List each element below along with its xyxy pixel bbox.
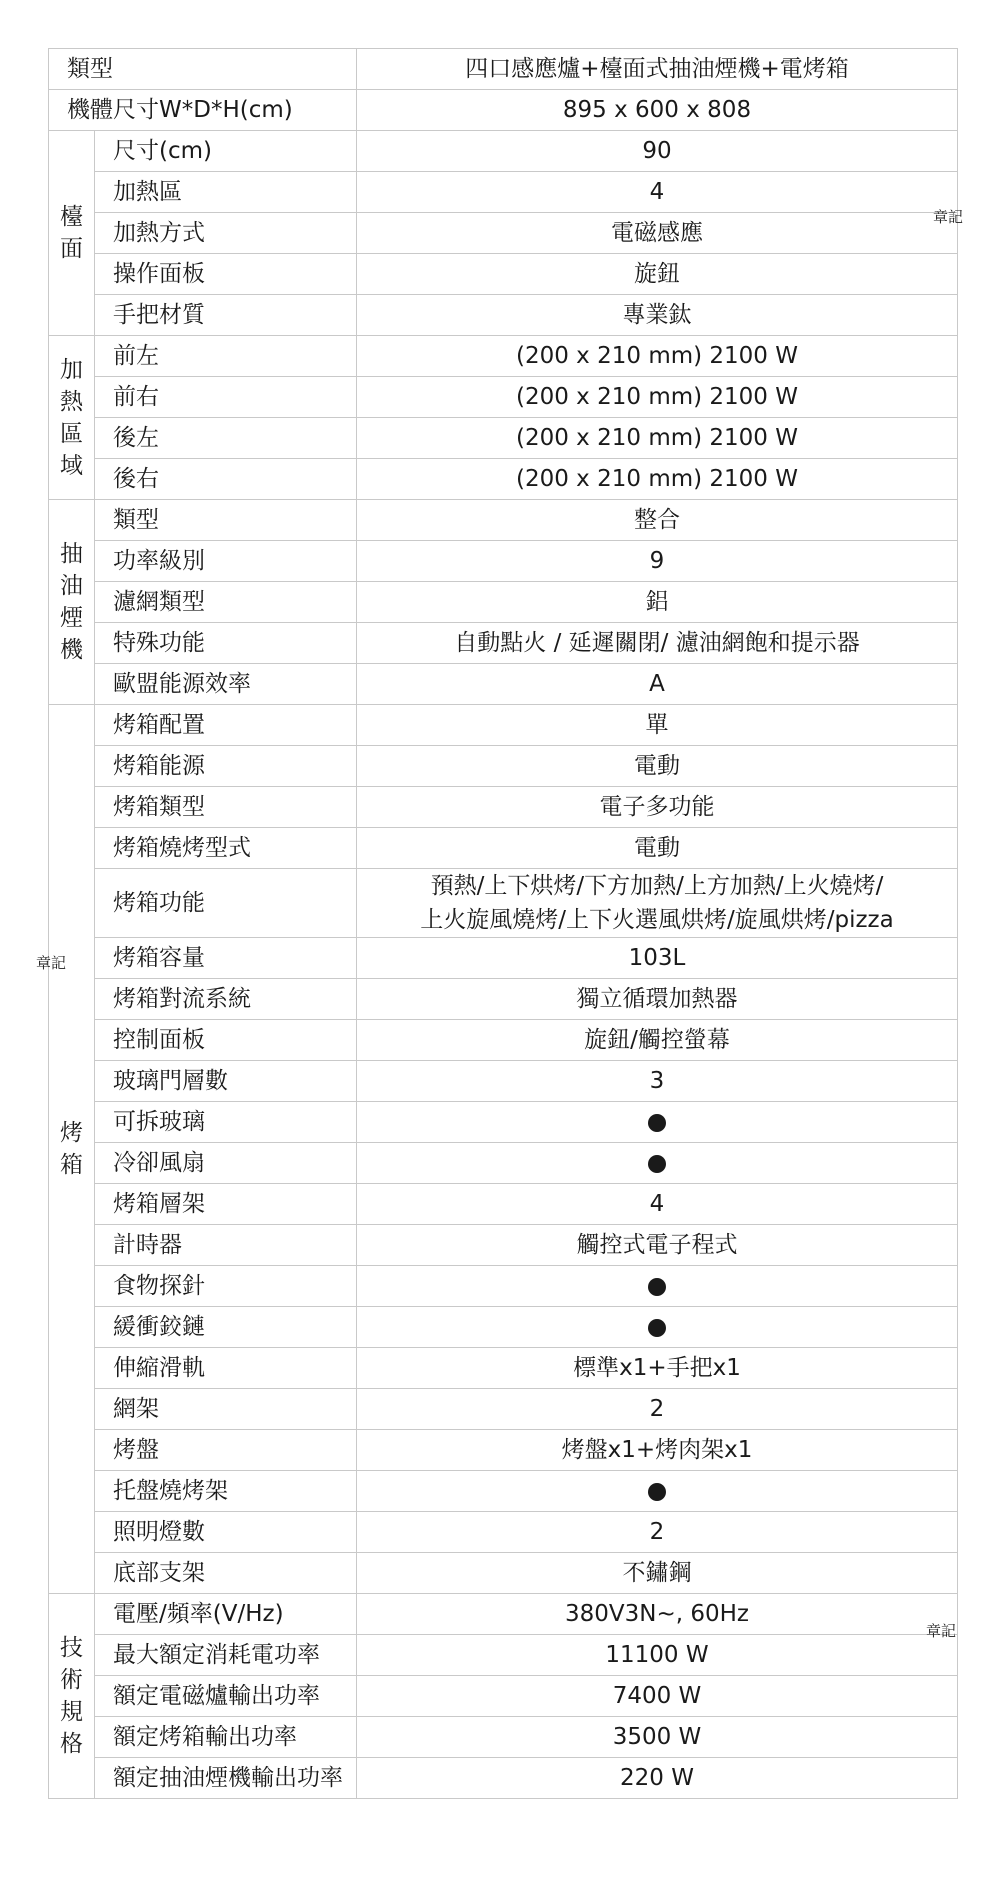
table-row bbox=[49, 418, 958, 459]
row-value: (200 x 210 mm) 2100 W bbox=[357, 418, 958, 459]
table-row bbox=[49, 1061, 958, 1102]
row-value: 觸控式電子程式 bbox=[357, 1225, 958, 1266]
table-row bbox=[49, 1184, 958, 1225]
row-value: 旋鈕/觸控螢幕 bbox=[357, 1020, 958, 1061]
table-row bbox=[49, 623, 958, 664]
table-row bbox=[49, 254, 958, 295]
row-label: 功率級別 bbox=[95, 541, 357, 582]
row-label: 最大額定消耗電功率 bbox=[95, 1635, 357, 1676]
table-row bbox=[49, 1225, 958, 1266]
filled-dot-icon bbox=[648, 1114, 666, 1132]
table-row bbox=[49, 1717, 958, 1758]
row-label: 加熱區 bbox=[95, 172, 357, 213]
table-row bbox=[49, 1307, 958, 1348]
row-label: 食物探針 bbox=[95, 1266, 357, 1307]
filled-dot-icon bbox=[648, 1278, 666, 1296]
table-row bbox=[49, 541, 958, 582]
filled-dot-icon bbox=[648, 1319, 666, 1337]
row-value: (200 x 210 mm) 2100 W bbox=[357, 336, 958, 377]
table-row bbox=[49, 1471, 958, 1512]
table-row bbox=[49, 582, 958, 623]
row-value: 2 bbox=[357, 1389, 958, 1430]
row-value bbox=[357, 1266, 958, 1307]
row-value: 四口感應爐+檯面式抽油煙機+電烤箱 bbox=[357, 49, 958, 90]
row-label: 網架 bbox=[95, 1389, 357, 1430]
row-label: 計時器 bbox=[95, 1225, 357, 1266]
spec-table bbox=[48, 48, 958, 1799]
row-value: 整合 bbox=[357, 500, 958, 541]
row-label: 類型 bbox=[95, 500, 357, 541]
row-value: 旋鈕 bbox=[357, 254, 958, 295]
table-row bbox=[49, 1594, 958, 1635]
group-label: 技術規格 bbox=[60, 1635, 83, 1757]
row-label: 控制面板 bbox=[95, 1020, 357, 1061]
table-row bbox=[49, 1430, 958, 1471]
table-row bbox=[49, 869, 958, 938]
group-label: 檯面 bbox=[60, 204, 83, 262]
group-label-cell bbox=[49, 500, 95, 705]
row-label: 電壓/頻率(V/Hz) bbox=[95, 1594, 357, 1635]
row-value: 烤盤x1+烤肉架x1 bbox=[357, 1430, 958, 1471]
row-value: 90 bbox=[357, 131, 958, 172]
row-value-line: 上火旋風燒烤/上下火選風烘烤/旋風烘烤/pizza bbox=[420, 907, 894, 933]
row-value: 3 bbox=[357, 1061, 958, 1102]
table-row bbox=[49, 1758, 958, 1799]
table-row bbox=[49, 979, 958, 1020]
row-value: 標準x1+手把x1 bbox=[357, 1348, 958, 1389]
row-value: A bbox=[357, 664, 958, 705]
table-row bbox=[49, 213, 958, 254]
row-value: (200 x 210 mm) 2100 W bbox=[357, 377, 958, 418]
row-value: 7400 W bbox=[357, 1676, 958, 1717]
row-label: 濾網類型 bbox=[95, 582, 357, 623]
table-row bbox=[49, 500, 958, 541]
table-row bbox=[49, 746, 958, 787]
table-row bbox=[49, 1389, 958, 1430]
row-label: 尺寸(cm) bbox=[95, 131, 357, 172]
row-value: 自動點火 / 延遲關閉/ 濾油網飽和提示器 bbox=[357, 623, 958, 664]
row-label: 緩衝鉸鏈 bbox=[95, 1307, 357, 1348]
table-row bbox=[49, 377, 958, 418]
stamp-label: 章記 bbox=[933, 208, 964, 226]
row-label: 烤箱燒烤型式 bbox=[95, 828, 357, 869]
table-row bbox=[49, 1676, 958, 1717]
row-label: 歐盟能源效率 bbox=[95, 664, 357, 705]
table-row bbox=[49, 664, 958, 705]
row-value: 專業鈦 bbox=[357, 295, 958, 336]
row-value: 2 bbox=[357, 1512, 958, 1553]
group-label-cell bbox=[49, 336, 95, 500]
stamp-label: 章記 bbox=[36, 954, 67, 972]
row-label: 玻璃門層數 bbox=[95, 1061, 357, 1102]
table-row bbox=[49, 1102, 958, 1143]
row-label: 加熱方式 bbox=[95, 213, 357, 254]
table-row bbox=[49, 787, 958, 828]
row-value: 電動 bbox=[357, 746, 958, 787]
row-label: 伸縮滑軌 bbox=[95, 1348, 357, 1389]
row-value: 9 bbox=[357, 541, 958, 582]
row-value: 103L bbox=[357, 938, 958, 979]
row-value: 3500 W bbox=[357, 1717, 958, 1758]
table-row bbox=[49, 1266, 958, 1307]
row-label: 前右 bbox=[95, 377, 357, 418]
group-label: 抽油煙機 bbox=[60, 541, 83, 663]
table-row bbox=[49, 336, 958, 377]
row-value: 不鏽鋼 bbox=[357, 1553, 958, 1594]
row-value bbox=[357, 869, 958, 938]
table-row bbox=[49, 131, 958, 172]
row-label: 托盤燒烤架 bbox=[95, 1471, 357, 1512]
row-label: 特殊功能 bbox=[95, 623, 357, 664]
group-label: 加熱區域 bbox=[60, 356, 83, 479]
row-value: 380V3N~, 60Hz bbox=[357, 1594, 958, 1635]
table-row bbox=[49, 1553, 958, 1594]
row-label: 後左 bbox=[95, 418, 357, 459]
table-row bbox=[49, 459, 958, 500]
row-label: 手把材質 bbox=[95, 295, 357, 336]
group-label-cell bbox=[49, 705, 95, 1594]
stamp-label: 章記 bbox=[926, 1622, 957, 1640]
table-row bbox=[49, 705, 958, 746]
table-row bbox=[49, 1143, 958, 1184]
row-label: 烤箱對流系統 bbox=[95, 979, 357, 1020]
row-label: 烤箱配置 bbox=[95, 705, 357, 746]
row-value: 電動 bbox=[357, 828, 958, 869]
group-label: 烤箱 bbox=[60, 1120, 83, 1178]
row-value: 4 bbox=[357, 1184, 958, 1225]
table-row bbox=[49, 295, 958, 336]
row-value: 4 bbox=[357, 172, 958, 213]
row-label: 額定烤箱輸出功率 bbox=[95, 1717, 357, 1758]
spec-table-body bbox=[49, 49, 958, 1799]
row-label: 烤箱層架 bbox=[95, 1184, 357, 1225]
row-label: 機體尺寸W*D*H(cm) bbox=[49, 90, 357, 131]
row-label: 冷卻風扇 bbox=[95, 1143, 357, 1184]
row-value: 895 x 600 x 808 bbox=[357, 90, 958, 131]
row-value: 鋁 bbox=[357, 582, 958, 623]
row-value bbox=[357, 1471, 958, 1512]
table-row bbox=[49, 49, 958, 90]
row-label: 烤箱功能 bbox=[95, 869, 357, 938]
row-label: 烤箱能源 bbox=[95, 746, 357, 787]
row-label: 底部支架 bbox=[95, 1553, 357, 1594]
table-row bbox=[49, 1348, 958, 1389]
row-value bbox=[357, 1143, 958, 1184]
row-label: 後右 bbox=[95, 459, 357, 500]
row-label: 操作面板 bbox=[95, 254, 357, 295]
row-value: 電子多功能 bbox=[357, 787, 958, 828]
filled-dot-icon bbox=[648, 1483, 666, 1501]
row-label: 前左 bbox=[95, 336, 357, 377]
table-row bbox=[49, 90, 958, 131]
group-label-cell bbox=[49, 1594, 95, 1799]
row-value: 電磁感應 bbox=[357, 213, 958, 254]
row-label: 類型 bbox=[49, 49, 357, 90]
filled-dot-icon bbox=[648, 1155, 666, 1173]
table-row bbox=[49, 938, 958, 979]
group-label-cell bbox=[49, 131, 95, 336]
row-label: 烤箱類型 bbox=[95, 787, 357, 828]
table-row bbox=[49, 1020, 958, 1061]
row-label: 可拆玻璃 bbox=[95, 1102, 357, 1143]
row-value: (200 x 210 mm) 2100 W bbox=[357, 459, 958, 500]
row-value: 220 W bbox=[357, 1758, 958, 1799]
row-value: 單 bbox=[357, 705, 958, 746]
row-value: 11100 W bbox=[357, 1635, 958, 1676]
row-value bbox=[357, 1307, 958, 1348]
row-label: 額定抽油煙機輸出功率 bbox=[95, 1758, 357, 1799]
row-label: 照明燈數 bbox=[95, 1512, 357, 1553]
row-value-line: 預熱/上下烘烤/下方加熱/上方加熱/上火燒烤/ bbox=[430, 873, 884, 899]
row-label: 額定電磁爐輸出功率 bbox=[95, 1676, 357, 1717]
table-row bbox=[49, 1512, 958, 1553]
row-value bbox=[357, 1102, 958, 1143]
row-label: 烤盤 bbox=[95, 1430, 357, 1471]
table-row bbox=[49, 172, 958, 213]
row-label: 烤箱容量 bbox=[95, 938, 357, 979]
row-value: 獨立循環加熱器 bbox=[357, 979, 958, 1020]
table-row bbox=[49, 828, 958, 869]
table-row bbox=[49, 1635, 958, 1676]
